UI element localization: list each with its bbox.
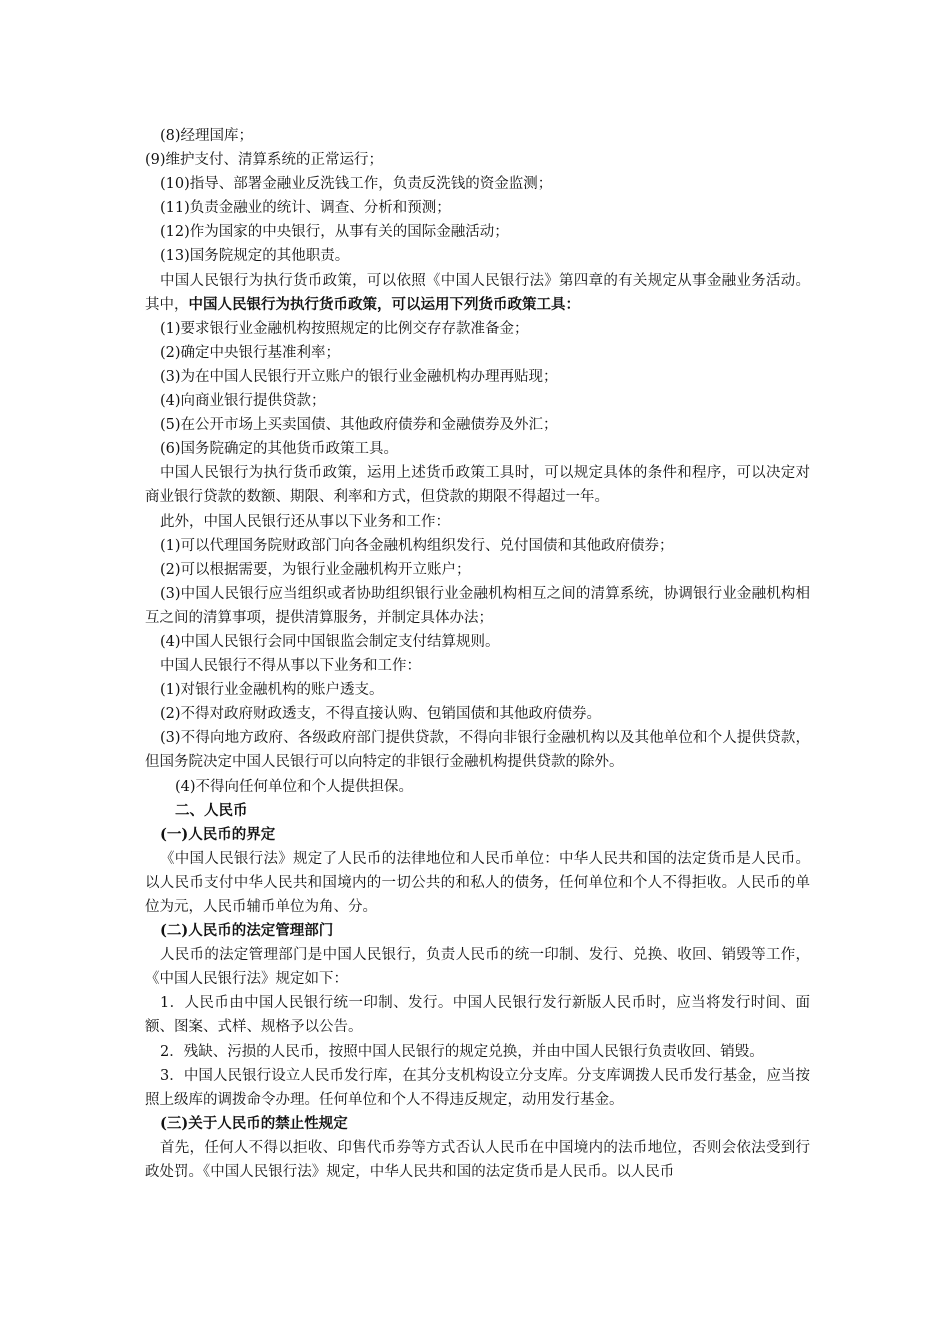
subsection-heading — [145, 919, 810, 943]
paragraph: (8)经理国库； — [160, 128, 254, 144]
paragraph: 中国人民银行为执行货币政策，运用上述货币政策工具时，可以规定具体的条件和程序，可以决定对商业银行贷款的数额、期限、利率和方式，但贷款的期限不得超过一年。 — [145, 465, 810, 506]
paragraph: 此外，中国人民银行还从事以下业务和工作： — [160, 513, 450, 530]
paragraph: (2)确定中央银行基准利率； — [160, 344, 341, 361]
paragraph: (1)可以代理国务院财政部门向各金融机构组织发行、兑付国债和其他政府债券； — [160, 537, 674, 554]
paragraph: 3．中国人民银行设立人民币发行库，在其分支机构设立分支库。分支库调拨人民币发行基金，应当按照上级库的调拨命令办理。任何单位和个人不得违反规定，动用发行基金。 — [145, 1067, 810, 1108]
paragraph: 2．残缺、污损的人民币，按照中国人民银行的规定兑换，并由中国人民银行负责收回、销毁。 — [160, 1043, 764, 1060]
section-heading — [145, 799, 810, 823]
heading-text: 二、人民币 — [175, 801, 248, 819]
paragraph: (4)向商业银行提供贷款； — [160, 393, 326, 410]
paragraph: (5)在公开市场上买卖国债、其他政府债券和金融债券及外汇； — [160, 417, 558, 434]
paragraph: (1)对银行业金融机构的账户透支。 — [160, 682, 384, 699]
paragraph: (10)指导、部署金融业反洗钱工作，负责反洗钱的资金监测； — [160, 176, 553, 193]
paragraph: (2)可以根据需要，为银行业金融机构开立账户； — [160, 561, 471, 578]
paragraph: (12)作为国家的中央银行，从事有关的国际金融活动； — [160, 224, 509, 241]
paragraph: (6)国务院确定的其他货币政策工具。 — [160, 441, 399, 458]
paragraph: (4)不得向任何单位和个人提供担保。 — [175, 778, 414, 795]
paragraph: (3)为在中国人民银行开立账户的银行业金融机构办理再贴现； — [160, 368, 558, 385]
paragraph-text: 中国人民银行为执行货币政策，可以依照《中国人民银行法》第四章的有关规定从事金融业务活动。其中， — [145, 272, 810, 313]
paragraph: (1)要求银行业金融机构按照规定的比例交存存款准备金； — [160, 320, 529, 337]
paragraph: 首先，任何人不得以拒收、印售代币券等方式否认人民币在中国境内的法币地位，否则会依法受到行政处罚。《中国人民银行法》规定，中华人民共和国的法定货币是人民币。以人民币 — [145, 1139, 810, 1181]
paragraph: (11)负责金融业的统计、调查、分析和预测； — [160, 200, 451, 217]
subsection-heading — [145, 823, 810, 847]
paragraph: (4)中国人民银行会同中国银监会制定支付结算规则。 — [160, 633, 500, 650]
heading-text: (三)关于人民币的禁止性规定 — [160, 1114, 348, 1132]
paragraph — [145, 269, 810, 317]
paragraph: (2)不得对政府财政透支，不得直接认购、包销国债和其他政府债券。 — [160, 706, 602, 723]
paragraph: 1．人民币由中国人民银行统一印制、发行。中国人民银行发行新版人民币时，应当将发行时间、面额、图案、式样、规格予以公告。 — [145, 995, 810, 1036]
document-body — [145, 124, 810, 1184]
paragraph: 《中国人民银行法》规定了人民币的法律地位和人民币单位：中华人民共和国的法定货币是人民币。以人民币支付中华人民共和国境内的一切公共的和私人的债务，任何单位和个人不得拒收。人民币的单位为元，人民币辅币单位为角、分。 — [145, 850, 810, 915]
subsection-heading — [145, 1112, 810, 1136]
paragraph: (9)维护支付、清算系统的正常运行； — [145, 152, 384, 169]
heading-text: (一)人民币的界定 — [160, 825, 276, 843]
paragraph: (13)国务院规定的其他职责。 — [160, 248, 350, 265]
paragraph: (3)不得向地方政府、各级政府部门提供贷款，不得向非银行金融机构以及其他单位和个人提供贷款，但国务院决定中国人民银行可以向特定的非银行金融机构提供贷款的除外。 — [145, 730, 810, 771]
paragraph: (3)中国人民银行应当组织或者协助组织银行业金融机构相互之间的清算系统，协调银行业金融机构相互之间的清算事项，提供清算服务，并制定具体办法； — [145, 585, 810, 626]
heading-text: (二)人民币的法定管理部门 — [160, 922, 334, 940]
bold-text: 中国人民银行为执行货币政策，可以运用下列货币政策工具： — [188, 295, 580, 313]
paragraph: 中国人民银行不得从事以下业务和工作： — [160, 658, 421, 675]
paragraph: 人民币的法定管理部门是中国人民银行，负责人民币的统一印制、发行、兑换、收回、销毁等工作，《中国人民银行法》规定如下： — [145, 947, 810, 988]
